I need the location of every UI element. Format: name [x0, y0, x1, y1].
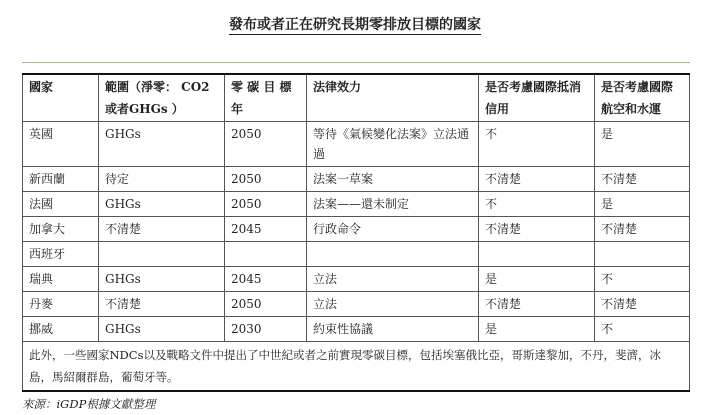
header-aviation-shipping: 是否考慮國際航空和水運 — [595, 74, 690, 122]
cell-aviation-shipping: 不 — [595, 317, 690, 342]
cell-country: 瑞典 — [23, 267, 99, 292]
cell-legal-status: 約束性協議 — [307, 317, 479, 342]
cell-offset-credits: 不 — [479, 122, 595, 167]
header-target-year: 零 碳 目 標年 — [225, 74, 307, 122]
table-row — [23, 122, 690, 167]
note-text: 此外，一些國家NDCs以及戰略文件中提出了中世紀或者之前實現零碳目標，包括埃塞俄比亞，哥斯達黎加，不丹，斐濟，冰島，馬紹爾群島，葡萄牙等。 — [23, 342, 690, 392]
cell-aviation-shipping — [595, 242, 690, 267]
table-row — [23, 192, 690, 217]
cell-legal-status — [307, 242, 479, 267]
cell-target-year: 2045 — [225, 267, 307, 292]
table-row — [23, 167, 690, 192]
countries-table — [22, 73, 690, 392]
cell-scope: GHGs — [99, 122, 225, 167]
cell-country: 英國 — [23, 122, 99, 167]
note-row — [23, 342, 690, 392]
cell-legal-status: 法案一草案 — [307, 167, 479, 192]
cell-scope: GHGs — [99, 267, 225, 292]
cell-offset-credits: 不清楚 — [479, 167, 595, 192]
cell-target-year — [225, 242, 307, 267]
cell-aviation-shipping: 不清楚 — [595, 292, 690, 317]
table-title: 發布或者正在研究長期零排放目標的國家 — [229, 17, 481, 33]
source-note: 來源：iGDP根據文獻整理 — [22, 397, 156, 411]
cell-legal-status: 等待《氣候變化法案》立法通過 — [307, 122, 479, 167]
cell-offset-credits: 不清楚 — [479, 292, 595, 317]
cell-country: 法國 — [23, 192, 99, 217]
cell-legal-status: 立法 — [307, 292, 479, 317]
cell-offset-credits — [479, 242, 595, 267]
cell-scope: 不清楚 — [99, 292, 225, 317]
cell-aviation-shipping: 不 — [595, 267, 690, 292]
cell-offset-credits: 不 — [479, 192, 595, 217]
cell-aviation-shipping: 不清楚 — [595, 217, 690, 242]
cell-target-year: 2030 — [225, 317, 307, 342]
header-row — [23, 74, 690, 122]
cell-legal-status: 行政命令 — [307, 217, 479, 242]
cell-country: 西班牙 — [23, 242, 99, 267]
table-row — [23, 267, 690, 292]
cell-target-year: 2050 — [225, 292, 307, 317]
cell-scope — [99, 242, 225, 267]
cell-aviation-shipping: 是 — [595, 192, 690, 217]
cell-country: 丹麥 — [23, 292, 99, 317]
cell-aviation-shipping: 不清楚 — [595, 167, 690, 192]
divider — [22, 62, 690, 63]
cell-country: 新西蘭 — [23, 167, 99, 192]
header-scope: 範圍（淨零： CO2 或者GHGs ） — [99, 74, 225, 122]
header-offset-credits: 是否考慮國際抵消信用 — [479, 74, 595, 122]
cell-target-year: 2050 — [225, 122, 307, 167]
cell-scope: GHGs — [99, 317, 225, 342]
header-country: 國家 — [23, 74, 99, 122]
cell-scope: 待定 — [99, 167, 225, 192]
header-legal-status: 法律效力 — [307, 74, 479, 122]
cell-offset-credits: 是 — [479, 317, 595, 342]
cell-country: 挪威 — [23, 317, 99, 342]
cell-legal-status: 法案——還未制定 — [307, 192, 479, 217]
cell-country: 加拿大 — [23, 217, 99, 242]
cell-target-year: 2045 — [225, 217, 307, 242]
table-row — [23, 242, 690, 267]
cell-scope: 不清楚 — [99, 217, 225, 242]
table-row — [23, 317, 690, 342]
cell-legal-status: 立法 — [307, 267, 479, 292]
cell-aviation-shipping: 是 — [595, 122, 690, 167]
cell-target-year: 2050 — [225, 167, 307, 192]
table-row — [23, 292, 690, 317]
table-row — [23, 217, 690, 242]
cell-scope: GHGs — [99, 192, 225, 217]
cell-offset-credits: 不清楚 — [479, 217, 595, 242]
cell-offset-credits: 是 — [479, 267, 595, 292]
cell-target-year: 2050 — [225, 192, 307, 217]
